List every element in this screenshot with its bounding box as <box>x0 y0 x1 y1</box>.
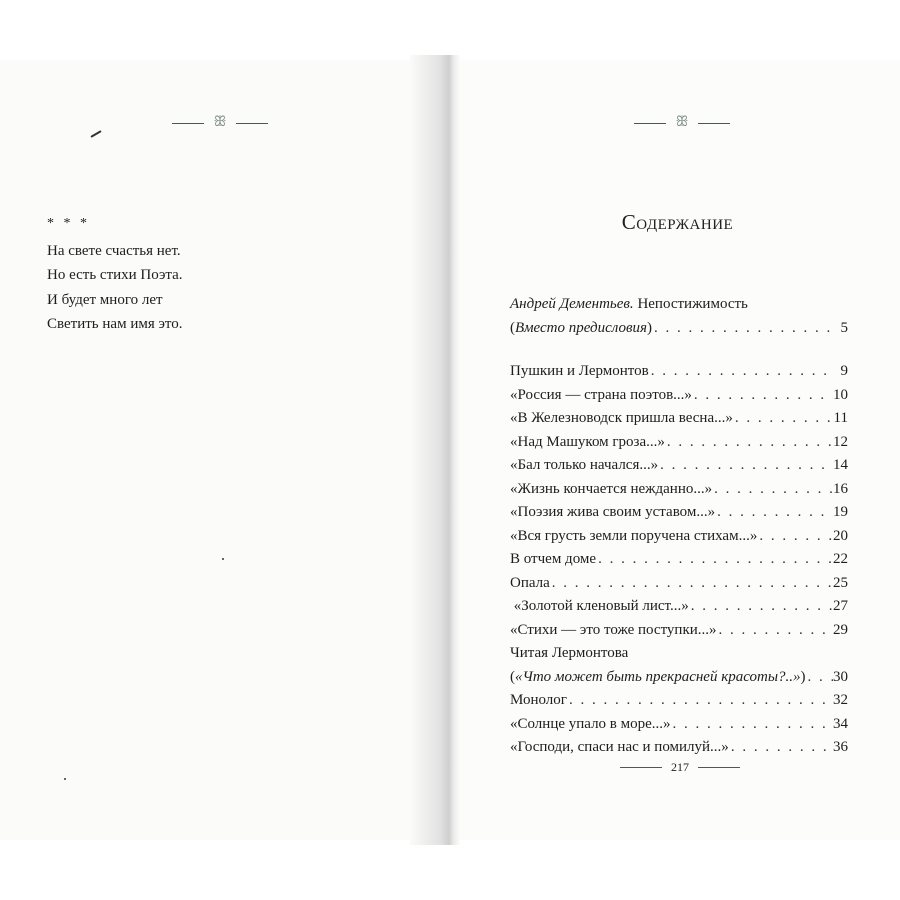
toc-entry-title: Читая Лермонтова <box>510 645 629 661</box>
toc-entry-title: Пушкин и Лермонтов <box>510 363 649 379</box>
floral-ornament-icon: ꕥ <box>675 115 689 130</box>
toc-author: Андрей Дементьев. <box>510 296 634 312</box>
poem-line: Но есть стихи Поэта. <box>47 267 183 283</box>
toc-entry <box>510 360 848 384</box>
toc-entry-title: «Господи, спаси нас и помилуй...» <box>510 739 729 755</box>
table-of-contents <box>510 293 848 760</box>
left-page <box>0 60 445 840</box>
toc-entry-title: «В Железноводск пришла весна...» <box>510 410 733 426</box>
toc-page-number: 10 <box>833 386 848 403</box>
toc-entry-title <box>510 317 652 341</box>
page-folio <box>620 758 740 776</box>
toc-entry-title-text: Непостижимость <box>633 296 748 312</box>
toc-page-number: 36 <box>833 739 848 755</box>
toc-page-number: 12 <box>833 433 848 450</box>
toc-entry <box>510 384 848 408</box>
toc-page-number: 5 <box>840 319 848 336</box>
ornament-rule <box>698 123 730 124</box>
toc-entry-preface-author <box>510 293 848 317</box>
toc-entry-heading <box>510 642 848 666</box>
toc-leader <box>692 384 833 408</box>
toc-entry <box>510 525 848 549</box>
toc-leader <box>550 572 833 596</box>
folio-rule <box>698 767 740 768</box>
poem-line: И будет много лет <box>47 291 163 308</box>
toc-page-number: 11 <box>833 410 848 426</box>
toc-leader <box>733 407 834 431</box>
paren-open: ( <box>510 319 515 336</box>
toc-leader <box>649 360 834 384</box>
toc-entry-title <box>510 666 806 690</box>
toc-page-number: 14 <box>833 457 848 473</box>
toc-entry-title: «Жизнь кончается нежданно...» <box>510 480 713 497</box>
toc-leader <box>757 525 833 549</box>
ornament-rule <box>236 123 268 124</box>
toc-entry <box>510 501 848 525</box>
toc-page-number: 29 <box>833 621 848 638</box>
toc-entry-title: «Солнце упало в море...» <box>510 715 671 732</box>
paren-open: ( <box>510 668 515 685</box>
toc-entry <box>510 407 848 431</box>
toc-leader <box>717 619 833 643</box>
toc-leader <box>729 736 833 760</box>
toc-page-number: 16 <box>833 480 848 497</box>
toc-page-number: 20 <box>833 527 848 544</box>
toc-entry <box>510 619 848 643</box>
toc-entry-title: Монолог <box>510 692 567 708</box>
toc-entry <box>510 431 848 455</box>
toc-entry-title: «Бал только начался...» <box>510 457 659 473</box>
ink-speck <box>64 778 66 780</box>
toc-entry-title: «Поэзия жива своим уставом...» <box>510 504 716 520</box>
toc-leader <box>806 666 834 690</box>
toc-leader <box>665 431 833 455</box>
toc-page-number: 27 <box>833 598 848 614</box>
paren-close: ) <box>800 668 806 685</box>
toc-entry <box>510 548 848 572</box>
toc-page-number: 30 <box>833 668 848 685</box>
book-gutter <box>410 55 460 845</box>
toc-entry <box>510 736 848 760</box>
toc-entry <box>510 666 848 690</box>
contents-title: Содержание <box>621 210 734 234</box>
toc-entry-title: Опала <box>510 574 550 591</box>
toc-leader <box>652 317 834 341</box>
toc-page-number: 25 <box>833 574 848 591</box>
toc-leader <box>596 548 833 572</box>
toc-page-number: 19 <box>833 504 848 520</box>
toc-entry-title: В отчем доме <box>510 551 597 567</box>
toc-leader <box>567 689 833 713</box>
toc-entry <box>510 454 848 478</box>
toc-entry <box>510 689 848 713</box>
toc-entry-title: «Вся грусть земли поручена стихам...» <box>510 527 758 544</box>
toc-entry <box>510 478 848 502</box>
toc-page-number: 34 <box>833 715 848 732</box>
toc-entry <box>510 713 848 737</box>
toc-page-number: 32 <box>833 692 848 708</box>
left-header-ornament <box>172 112 268 132</box>
toc-entry-title: «Над Машуком гроза...» <box>510 433 665 450</box>
toc-entry-title <box>510 293 748 317</box>
toc-entry-title: «Россия — страна поэтов...» <box>510 386 692 403</box>
toc-entry-preface <box>510 317 848 341</box>
paren-close: ) <box>646 319 652 336</box>
toc-leader <box>671 713 833 737</box>
toc-leader <box>715 501 833 525</box>
toc-entry-italic-title: «Что может быть прекрасней красоты?..» <box>515 668 801 685</box>
ornament-rule <box>634 123 666 124</box>
toc-spacer <box>510 340 848 360</box>
ink-speck <box>222 558 224 560</box>
toc-page-number: 9 <box>840 363 848 379</box>
poem-line: На свете счастья нет. <box>47 242 181 259</box>
page-number: 217 <box>671 760 689 774</box>
toc-entry-title: «Золотой кленовый лист...» <box>510 598 689 614</box>
folio-rule <box>620 767 662 768</box>
toc-subtitle: Вместо предисловия <box>515 319 647 336</box>
toc-entry <box>510 572 848 596</box>
toc-page-number: 22 <box>833 551 848 567</box>
floral-ornament-icon: ꕥ <box>213 115 227 130</box>
ornament-rule <box>172 123 204 124</box>
toc-leader <box>712 478 833 502</box>
poem <box>47 212 183 337</box>
right-header-ornament <box>634 112 730 132</box>
poem-line: Светить нам имя это. <box>47 316 183 332</box>
toc-leader <box>689 595 833 619</box>
toc-entry <box>510 595 848 619</box>
poem-separator: * * * <box>47 216 90 231</box>
toc-leader <box>658 454 833 478</box>
toc-entry-title: «Стихи — это тоже поступки...» <box>510 621 717 638</box>
